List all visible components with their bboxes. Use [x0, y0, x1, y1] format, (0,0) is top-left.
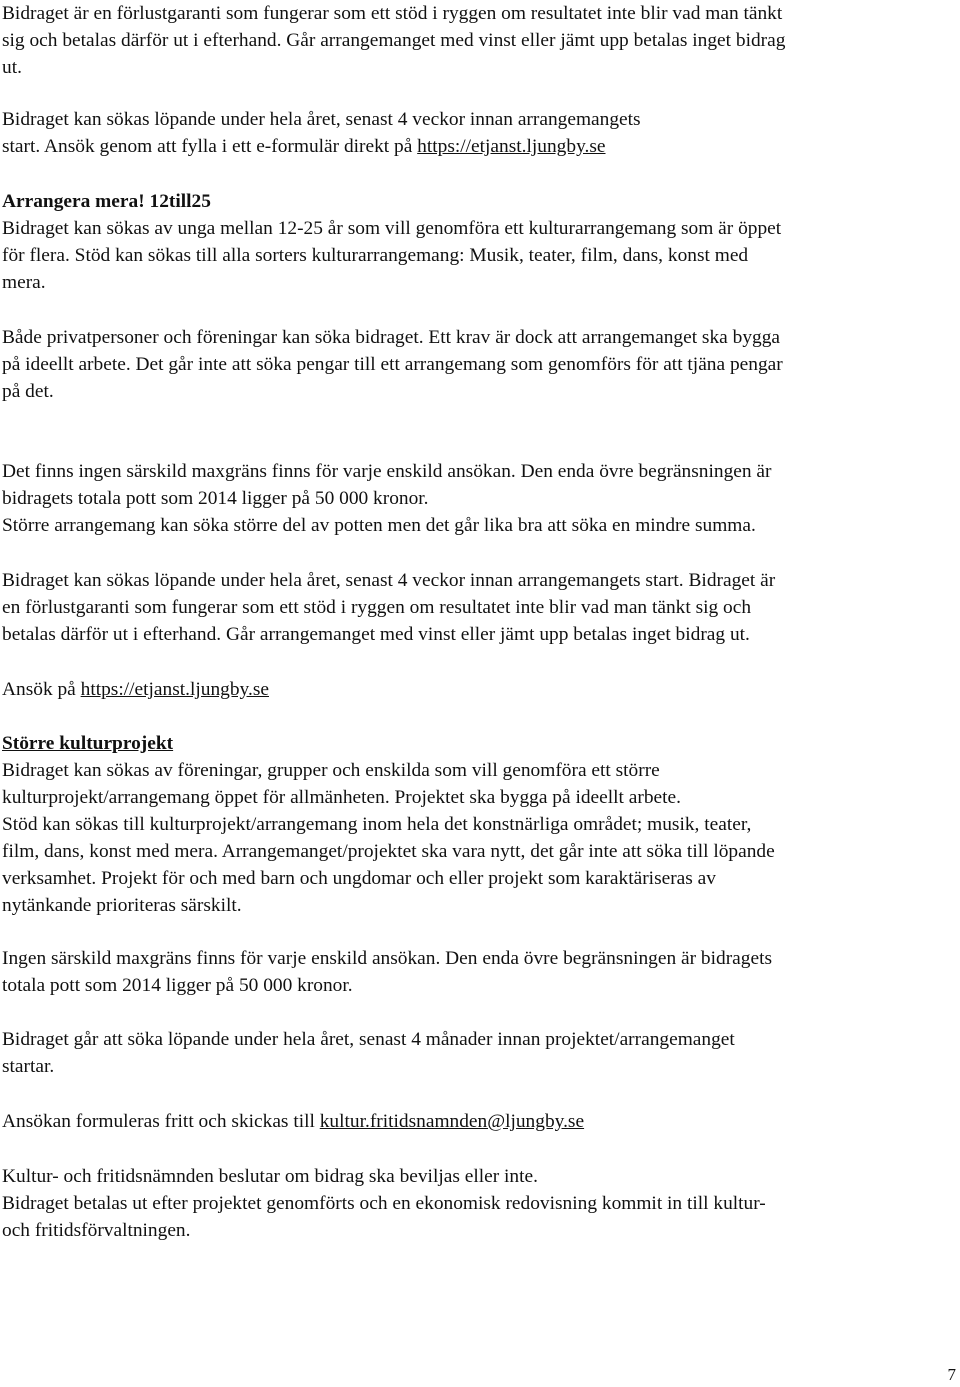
intro-paragraph	[2, 0, 952, 81]
etjanst-link[interactable]: https://etjanst.ljungby.se	[80, 679, 269, 700]
text-line: film, dans, konst med mera. Arrangemanget/projektet ska vara nytt, det går inte att söka till löpande	[2, 841, 775, 862]
text-span: start. Ansök genom att fylla i ett e-formulär direkt på	[2, 136, 418, 157]
text-line: bidragets totala pott som 2014 ligger på 50 000 kronor.	[2, 488, 429, 509]
limit-paragraph	[2, 458, 952, 539]
page-number: 7	[947, 1365, 956, 1384]
text-line: på det.	[2, 381, 54, 402]
text-line: Stöd kan sökas till kulturprojekt/arrangemang inom hela det konstnärliga området; musik, teater,	[2, 814, 752, 835]
text-line	[2, 1108, 952, 1135]
apply-link-paragraph	[2, 676, 952, 703]
arrangera-tag: 12till25	[144, 191, 211, 212]
text-line: en förlustgaranti som fungerar som ett stöd i ryggen om resultatet inte blir vad man tänkt sig och	[2, 597, 752, 618]
text-line	[2, 676, 952, 703]
text-line: sig och betalas därför ut i efterhand. Går arrangemanget med vinst eller jämt upp betalas inget bidrag	[2, 30, 786, 51]
text-line: betalas därför ut i efterhand. Går arrangemanget med vinst eller jämt upp betalas inget bidrag ut.	[2, 624, 750, 645]
text-line	[2, 133, 952, 160]
text-line: nytänkande prioriteras särskilt.	[2, 895, 242, 916]
text-line: Bidraget kan sökas löpande under hela året, senast 4 veckor innan arrangemangets	[2, 109, 641, 130]
both-paragraph	[2, 324, 952, 405]
text-line: Bidraget betalas ut efter projektet genomförts och en ekonomisk redovisning kommit in till kultur-	[2, 1193, 766, 1214]
apply-paragraph-2	[2, 567, 952, 648]
email-paragraph	[2, 1108, 952, 1135]
limit-paragraph-2	[2, 945, 952, 999]
text-line: Större arrangemang kan söka större del av potten men det går lika bra att söka en mindre summa.	[2, 515, 756, 536]
text-line: mera.	[2, 272, 46, 293]
text-line: för flera. Stöd kan sökas till alla sorters kulturarrangemang: Musik, teater, film, dans, konst med	[2, 245, 749, 266]
decision-paragraph	[2, 1163, 952, 1244]
text-line: Kultur- och fritidsnämnden beslutar om bidrag ska beviljas eller inte.	[2, 1166, 538, 1187]
email-link[interactable]: kultur.fritidsnamnden@ljungby.se	[319, 1111, 585, 1132]
text-line: på ideellt arbete. Det går inte att söka pengar till ett arrangemang som genomförs för att tjäna pengar	[2, 354, 783, 375]
text-line: Bidraget kan sökas löpande under hela året, senast 4 veckor innan arrangemangets start. Bidraget är	[2, 570, 776, 591]
text-span: Ansök på	[2, 679, 81, 700]
text-span: Ansökan formuleras fritt och skickas till	[2, 1111, 320, 1132]
arrangera-heading: Arrangera mera!	[2, 191, 145, 212]
text-line: Bidraget kan sökas av föreningar, grupper och enskilda som vill genomföra ett större	[2, 760, 660, 781]
larger-projects-section	[2, 730, 952, 919]
text-line: Både privatpersoner och föreningar kan söka bidraget. Ett krav är dock att arrangemanget ska bygga	[2, 327, 781, 348]
text-line: Det finns ingen särskild maxgräns finns för varje enskild ansökan. Den enda övre begränsningen är	[2, 461, 772, 482]
section-heading	[2, 188, 952, 215]
arrangera-section	[2, 188, 952, 296]
text-line: Bidraget kan sökas av unga mellan 12-25 år som vill genomföra ett kulturarrangemang som är öppet	[2, 218, 782, 239]
text-line: Ingen särskild maxgräns finns för varje enskild ansökan. Den enda övre begränsningen är bidragets	[2, 948, 773, 969]
text-line: ut.	[2, 57, 22, 78]
apply-paragraph-1	[2, 106, 952, 160]
text-line: Bidraget är en förlustgaranti som fungerar som ett stöd i ryggen om resultatet inte blir vad man tänkt	[2, 3, 783, 24]
text-line: totala pott som 2014 ligger på 50 000 kronor.	[2, 975, 353, 996]
text-line: Bidraget går att söka löpande under hela året, senast 4 månader innan projektet/arrangemanget	[2, 1029, 735, 1050]
text-line: startar.	[2, 1056, 55, 1077]
text-line: kulturprojekt/arrangemang öppet för allmänheten. Projektet ska bygga på ideellt arbete.	[2, 787, 681, 808]
section-heading: Större kulturprojekt	[2, 733, 174, 754]
text-line: verksamhet. Projekt för och med barn och ungdomar och eller projekt som karaktäriseras av	[2, 868, 716, 889]
text-line: och fritidsförvaltningen.	[2, 1220, 191, 1241]
apply-paragraph-3	[2, 1026, 952, 1080]
etjanst-link[interactable]: https://etjanst.ljungby.se	[417, 136, 606, 157]
